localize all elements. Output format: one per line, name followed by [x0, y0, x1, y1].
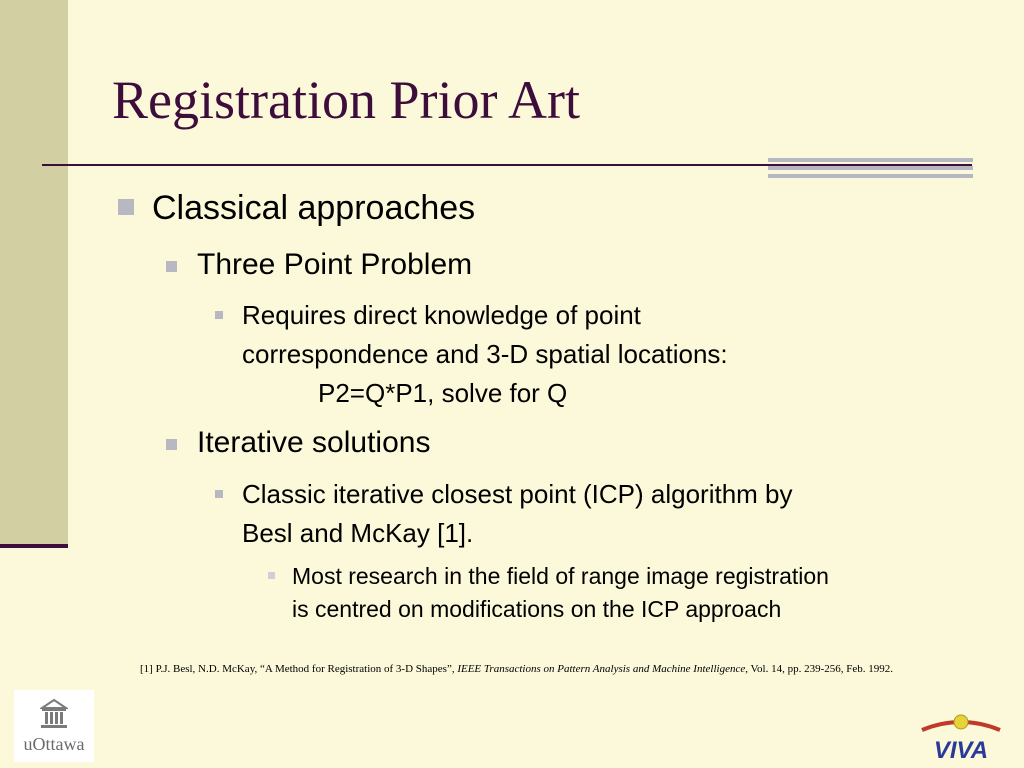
bullet-classical-approaches — [118, 186, 475, 230]
square-bullet-icon — [166, 439, 177, 450]
bullet-text — [215, 475, 975, 553]
reference-authors: [1] P.J. Besl, N.D. McKay, “A Method for Registration of 3-D Shapes”, — [140, 663, 458, 675]
bullet-most-research — [268, 560, 968, 626]
sidebar-base-line — [0, 544, 68, 548]
bullet-three-point-problem — [166, 246, 472, 284]
uottawa-logo — [14, 690, 94, 762]
building-icon — [40, 698, 68, 730]
equation-line: P2=Q*P1, solve for Q — [318, 378, 568, 408]
divider-accent-top — [768, 158, 973, 162]
uottawa-wordmark: uOttawa — [23, 734, 85, 754]
square-bullet-icon — [166, 261, 177, 272]
square-bullet-icon — [118, 199, 134, 215]
bullet-text: Three Point Problem — [197, 248, 473, 281]
bullet-line: Most research in the field of range image registration — [292, 563, 829, 589]
bullet-line: correspondence and 3-D spatial locations: — [242, 339, 728, 369]
left-sidebar-band — [0, 0, 68, 548]
divider-accent-middle — [768, 166, 973, 170]
bullet-line: is centred on modifications on the ICP approach — [292, 596, 782, 622]
bullet-requires-direct-knowledge — [215, 296, 975, 413]
bullet-line: Requires direct knowledge of point — [242, 300, 641, 330]
square-bullet-icon — [215, 490, 223, 498]
bullet-classic-icp — [215, 475, 975, 553]
reference-citation — [140, 662, 893, 676]
bullet-line: Classic iterative closest point (ICP) algorithm by — [242, 479, 793, 509]
bullet-text — [215, 296, 975, 413]
viva-wordmark: VIVA — [933, 737, 989, 764]
bullet-text: Iterative solutions — [197, 426, 431, 459]
bullet-text — [268, 560, 968, 626]
slide-title: Registration Prior Art — [112, 70, 580, 130]
bullet-line: Besl and McKay [1]. — [242, 518, 474, 548]
viva-logo-icon — [918, 710, 1004, 764]
bullet-iterative-solutions — [166, 424, 430, 462]
square-bullet-icon — [215, 311, 223, 319]
reference-details: , Vol. 14, pp. 239-256, Feb. 1992. — [745, 663, 894, 675]
square-bullet-icon — [268, 572, 275, 579]
reference-journal: IEEE Transactions on Pattern Analysis and Machine Intelligence — [457, 663, 746, 675]
divider-accent-bottom — [768, 174, 973, 178]
bullet-text: Classical approaches — [152, 189, 476, 227]
